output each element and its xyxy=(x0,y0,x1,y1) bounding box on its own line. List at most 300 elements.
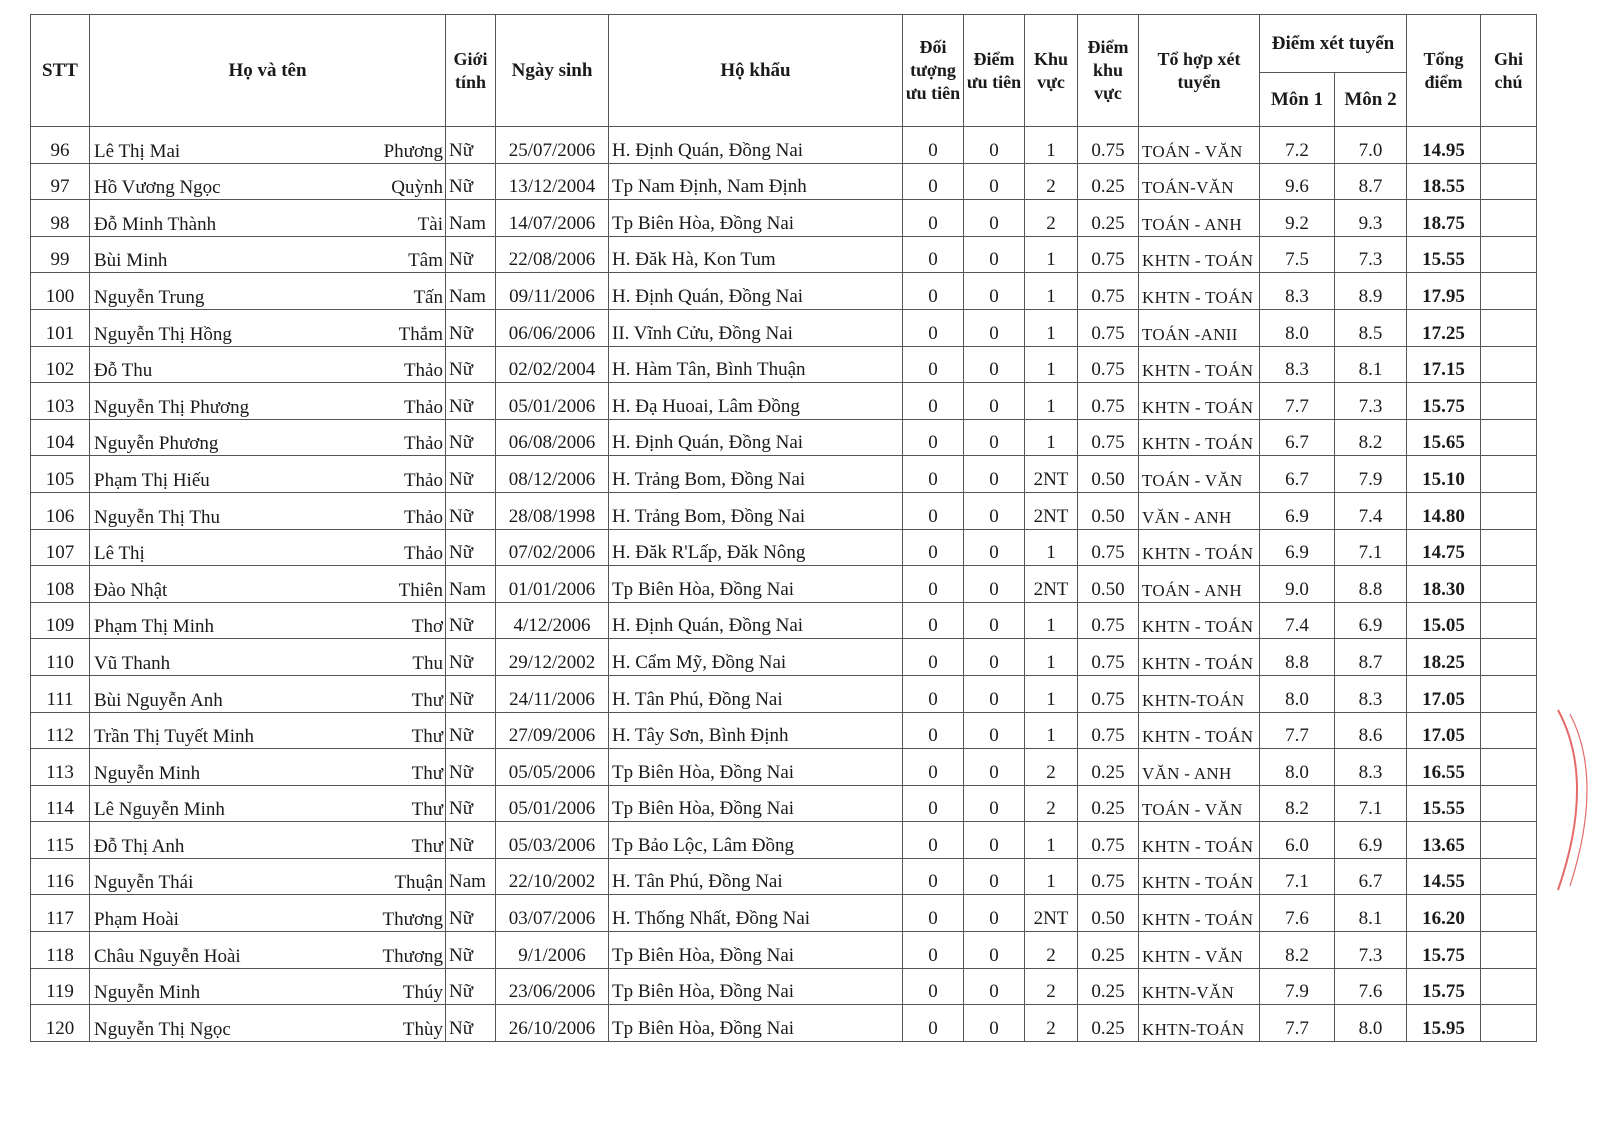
cell-total-score: 17.95 xyxy=(1407,273,1481,310)
header-birth-date: Ngày sinh xyxy=(496,15,609,127)
cell-priority-score: 0 xyxy=(964,529,1025,566)
cell-priority-group: 0 xyxy=(903,675,964,712)
cell-residence: H. Trảng Bom, Đồng Nai xyxy=(609,492,903,529)
cell-subject-1: 9.2 xyxy=(1260,200,1335,237)
first-middle-name: Lê Nguyễn Minh xyxy=(94,799,225,821)
header-subject-2: Môn 2 xyxy=(1335,73,1407,127)
cell-subject-1: 6.9 xyxy=(1260,529,1335,566)
cell-priority-group: 0 xyxy=(903,273,964,310)
cell-full-name xyxy=(90,749,446,786)
cell-subject-2: 7.6 xyxy=(1335,968,1407,1005)
first-middle-name: Hồ Vương Ngọc xyxy=(94,177,221,199)
first-middle-name: Nguyễn Minh xyxy=(94,982,201,1004)
cell-subject-2: 6.9 xyxy=(1335,822,1407,859)
cell-birth-date: 08/12/2006 xyxy=(496,456,609,493)
given-name: Thơ xyxy=(411,616,443,638)
cell-region: 2 xyxy=(1025,968,1078,1005)
header-region-score: Điểm khu vực xyxy=(1078,15,1139,127)
cell-full-name xyxy=(90,200,446,237)
cell-region-score: 0.75 xyxy=(1078,639,1139,676)
first-middle-name: Lê Thị Mai xyxy=(94,140,181,162)
cell-subject-combination: KHTN - TOÁN xyxy=(1139,346,1260,383)
cell-stt: 114 xyxy=(31,785,90,822)
cell-priority-score: 0 xyxy=(964,1005,1025,1042)
cell-residence: Tp Biên Hòa, Đồng Nai xyxy=(609,785,903,822)
table-row xyxy=(31,309,1537,346)
cell-residence: H. Định Quán, Đồng Nai xyxy=(609,602,903,639)
header-full-name: Họ và tên xyxy=(90,15,446,127)
cell-gender: Nữ xyxy=(446,309,496,346)
cell-priority-score: 0 xyxy=(964,639,1025,676)
cell-subject-1: 7.5 xyxy=(1260,236,1335,273)
cell-region-score: 0.50 xyxy=(1078,895,1139,932)
cell-total-score: 15.05 xyxy=(1407,602,1481,639)
cell-birth-date: 09/11/2006 xyxy=(496,273,609,310)
cell-birth-date: 28/08/1998 xyxy=(496,492,609,529)
cell-subject-2: 7.3 xyxy=(1335,383,1407,420)
cell-priority-group: 0 xyxy=(903,383,964,420)
cell-gender: Nam xyxy=(446,200,496,237)
cell-subject-1: 6.0 xyxy=(1260,822,1335,859)
cell-subject-combination: KHTN - TOÁN xyxy=(1139,822,1260,859)
cell-stt: 105 xyxy=(31,456,90,493)
cell-priority-group: 0 xyxy=(903,419,964,456)
admission-list-sheet xyxy=(30,14,1537,1042)
cell-total-score: 15.65 xyxy=(1407,419,1481,456)
cell-region-score: 0.25 xyxy=(1078,163,1139,200)
cell-region: 1 xyxy=(1025,639,1078,676)
cell-region-score: 0.25 xyxy=(1078,200,1139,237)
cell-subject-2: 7.0 xyxy=(1335,127,1407,164)
cell-gender: Nữ xyxy=(446,529,496,566)
table-row xyxy=(31,127,1537,164)
given-name: Thảo xyxy=(403,469,443,491)
cell-region-score: 0.25 xyxy=(1078,932,1139,969)
header-note: Ghi chú xyxy=(1481,15,1537,127)
cell-region-score: 0.75 xyxy=(1078,822,1139,859)
cell-subject-2: 8.3 xyxy=(1335,749,1407,786)
given-name: Thư xyxy=(411,799,443,821)
cell-gender: Nữ xyxy=(446,602,496,639)
first-middle-name: Lê Thị xyxy=(94,543,145,565)
table-body xyxy=(31,127,1537,1042)
cell-priority-group: 0 xyxy=(903,1005,964,1042)
cell-birth-date: 22/08/2006 xyxy=(496,236,609,273)
first-middle-name: Đỗ Minh Thành xyxy=(94,213,217,235)
cell-birth-date: 4/12/2006 xyxy=(496,602,609,639)
cell-full-name xyxy=(90,858,446,895)
cell-region: 1 xyxy=(1025,273,1078,310)
table-row xyxy=(31,566,1537,603)
cell-priority-group: 0 xyxy=(903,236,964,273)
cell-subject-1: 7.7 xyxy=(1260,383,1335,420)
cell-gender: Nữ xyxy=(446,346,496,383)
cell-region-score: 0.75 xyxy=(1078,383,1139,420)
cell-total-score: 14.75 xyxy=(1407,529,1481,566)
cell-note xyxy=(1481,127,1537,164)
table-row xyxy=(31,383,1537,420)
cell-birth-date: 06/08/2006 xyxy=(496,419,609,456)
official-seal-fragment xyxy=(1556,700,1600,900)
cell-region: 2 xyxy=(1025,932,1078,969)
header-gender: Giới tính xyxy=(446,15,496,127)
cell-priority-group: 0 xyxy=(903,785,964,822)
first-middle-name: Nguyễn Thị Hồng xyxy=(94,323,232,345)
table-row xyxy=(31,785,1537,822)
cell-birth-date: 03/07/2006 xyxy=(496,895,609,932)
cell-region: 1 xyxy=(1025,602,1078,639)
cell-priority-group: 0 xyxy=(903,712,964,749)
header-priority-score: Điểm ưu tiên xyxy=(964,15,1025,127)
cell-stt: 112 xyxy=(31,712,90,749)
table-row xyxy=(31,675,1537,712)
cell-note xyxy=(1481,895,1537,932)
first-middle-name: Nguyễn Thị Thu xyxy=(94,506,220,528)
first-middle-name: Phạm Thị Minh xyxy=(94,616,214,638)
cell-priority-score: 0 xyxy=(964,968,1025,1005)
cell-subject-2: 7.9 xyxy=(1335,456,1407,493)
cell-full-name xyxy=(90,236,446,273)
cell-full-name xyxy=(90,932,446,969)
cell-full-name xyxy=(90,1005,446,1042)
cell-stt: 98 xyxy=(31,200,90,237)
first-middle-name: Nguyễn Thị Phương xyxy=(94,396,250,418)
cell-subject-combination: KHTN-TOÁN xyxy=(1139,675,1260,712)
given-name: Thùy xyxy=(402,1018,443,1040)
cell-note xyxy=(1481,200,1537,237)
cell-region: 2NT xyxy=(1025,566,1078,603)
first-middle-name: Nguyễn Thái xyxy=(94,872,194,894)
cell-stt: 115 xyxy=(31,822,90,859)
cell-gender: Nữ xyxy=(446,163,496,200)
cell-birth-date: 02/02/2004 xyxy=(496,346,609,383)
cell-total-score: 17.15 xyxy=(1407,346,1481,383)
header-subject-1: Môn 1 xyxy=(1260,73,1335,127)
cell-birth-date: 26/10/2006 xyxy=(496,1005,609,1042)
cell-gender: Nữ xyxy=(446,895,496,932)
cell-region-score: 0.75 xyxy=(1078,602,1139,639)
cell-priority-group: 0 xyxy=(903,127,964,164)
cell-full-name xyxy=(90,602,446,639)
cell-birth-date: 27/09/2006 xyxy=(496,712,609,749)
cell-stt: 100 xyxy=(31,273,90,310)
table-row xyxy=(31,968,1537,1005)
cell-note xyxy=(1481,639,1537,676)
cell-region: 1 xyxy=(1025,529,1078,566)
cell-subject-1: 8.3 xyxy=(1260,273,1335,310)
table-row xyxy=(31,822,1537,859)
cell-priority-group: 0 xyxy=(903,932,964,969)
admission-table xyxy=(30,14,1537,1042)
cell-subject-2: 6.7 xyxy=(1335,858,1407,895)
cell-priority-score: 0 xyxy=(964,200,1025,237)
cell-subject-1: 6.9 xyxy=(1260,492,1335,529)
cell-region: 2 xyxy=(1025,785,1078,822)
table-row xyxy=(31,492,1537,529)
cell-residence: Tp Biên Hòa, Đồng Nai xyxy=(609,566,903,603)
cell-stt: 113 xyxy=(31,749,90,786)
table-row xyxy=(31,749,1537,786)
header-admission-score: Điểm xét tuyển xyxy=(1260,15,1407,73)
given-name: Thuận xyxy=(394,872,443,894)
cell-stt: 110 xyxy=(31,639,90,676)
given-name: Thư xyxy=(411,762,443,784)
cell-note xyxy=(1481,163,1537,200)
table-row xyxy=(31,273,1537,310)
cell-priority-score: 0 xyxy=(964,456,1025,493)
cell-subject-combination: KHTN-TOÁN xyxy=(1139,1005,1260,1042)
cell-subject-2: 8.2 xyxy=(1335,419,1407,456)
table-row xyxy=(31,602,1537,639)
table-row xyxy=(31,163,1537,200)
first-middle-name: Nguyễn Thị Ngọc xyxy=(94,1018,231,1040)
cell-region: 1 xyxy=(1025,858,1078,895)
cell-birth-date: 14/07/2006 xyxy=(496,200,609,237)
given-name: Thương xyxy=(382,909,443,931)
first-middle-name: Đỗ Thị Anh xyxy=(94,835,185,857)
cell-subject-combination: KHTN - TOÁN xyxy=(1139,858,1260,895)
table-row xyxy=(31,200,1537,237)
given-name: Thảo xyxy=(403,396,443,418)
cell-subject-combination: VĂN - ANH xyxy=(1139,492,1260,529)
cell-note xyxy=(1481,529,1537,566)
given-name: Thảo xyxy=(403,433,443,455)
cell-birth-date: 13/12/2004 xyxy=(496,163,609,200)
cell-region: 2NT xyxy=(1025,492,1078,529)
cell-subject-1: 9.6 xyxy=(1260,163,1335,200)
cell-gender: Nữ xyxy=(446,419,496,456)
cell-total-score: 17.05 xyxy=(1407,712,1481,749)
cell-region: 1 xyxy=(1025,309,1078,346)
cell-residence: H. Hàm Tân, Bình Thuận xyxy=(609,346,903,383)
header-region: Khu vực xyxy=(1025,15,1078,127)
cell-birth-date: 22/10/2002 xyxy=(496,858,609,895)
given-name: Thúy xyxy=(402,982,443,1004)
cell-subject-1: 6.7 xyxy=(1260,419,1335,456)
cell-residence: II. Vĩnh Cửu, Đồng Nai xyxy=(609,309,903,346)
cell-full-name xyxy=(90,127,446,164)
cell-full-name xyxy=(90,273,446,310)
cell-stt: 102 xyxy=(31,346,90,383)
cell-subject-combination: KHTN - VĂN xyxy=(1139,932,1260,969)
cell-region-score: 0.25 xyxy=(1078,1005,1139,1042)
cell-note xyxy=(1481,602,1537,639)
given-name: Tâm xyxy=(408,250,443,272)
cell-region: 2 xyxy=(1025,163,1078,200)
given-name: Phương xyxy=(383,140,443,162)
table-row xyxy=(31,1005,1537,1042)
cell-gender: Nam xyxy=(446,858,496,895)
cell-gender: Nam xyxy=(446,273,496,310)
cell-birth-date: 05/05/2006 xyxy=(496,749,609,786)
cell-birth-date: 25/07/2006 xyxy=(496,127,609,164)
cell-residence: Tp Biên Hòa, Đồng Nai xyxy=(609,749,903,786)
cell-subject-1: 7.9 xyxy=(1260,968,1335,1005)
cell-priority-group: 0 xyxy=(903,858,964,895)
cell-region: 1 xyxy=(1025,127,1078,164)
cell-residence: Tp Biên Hòa, Đồng Nai xyxy=(609,200,903,237)
cell-subject-combination: TOÁN - ANH xyxy=(1139,566,1260,603)
cell-total-score: 17.05 xyxy=(1407,675,1481,712)
table-row xyxy=(31,932,1537,969)
cell-note xyxy=(1481,932,1537,969)
cell-note xyxy=(1481,858,1537,895)
cell-stt: 99 xyxy=(31,236,90,273)
cell-priority-group: 0 xyxy=(903,895,964,932)
cell-total-score: 18.30 xyxy=(1407,566,1481,603)
cell-subject-combination: KHTN - TOÁN xyxy=(1139,273,1260,310)
cell-subject-combination: KHTN - TOÁN xyxy=(1139,895,1260,932)
cell-region-score: 0.75 xyxy=(1078,712,1139,749)
table-header xyxy=(31,15,1537,127)
cell-subject-combination: KHTN - TOÁN xyxy=(1139,529,1260,566)
given-name: Thắm xyxy=(398,323,443,345)
cell-total-score: 15.75 xyxy=(1407,968,1481,1005)
cell-full-name xyxy=(90,383,446,420)
cell-gender: Nữ xyxy=(446,236,496,273)
cell-priority-score: 0 xyxy=(964,566,1025,603)
cell-priority-score: 0 xyxy=(964,346,1025,383)
cell-subject-combination: TOÁN -ANII xyxy=(1139,309,1260,346)
first-middle-name: Đỗ Thu xyxy=(94,360,153,382)
cell-stt: 108 xyxy=(31,566,90,603)
first-middle-name: Phạm Thị Hiếu xyxy=(94,469,210,491)
cell-birth-date: 05/03/2006 xyxy=(496,822,609,859)
cell-total-score: 18.75 xyxy=(1407,200,1481,237)
cell-priority-score: 0 xyxy=(964,127,1025,164)
cell-subject-2: 7.1 xyxy=(1335,529,1407,566)
cell-region-score: 0.75 xyxy=(1078,419,1139,456)
cell-region: 1 xyxy=(1025,822,1078,859)
cell-region-score: 0.75 xyxy=(1078,236,1139,273)
first-middle-name: Phạm Hoài xyxy=(94,909,179,931)
cell-priority-group: 0 xyxy=(903,566,964,603)
cell-priority-score: 0 xyxy=(964,383,1025,420)
cell-gender: Nữ xyxy=(446,456,496,493)
table-row xyxy=(31,712,1537,749)
cell-residence: H. Định Quán, Đồng Nai xyxy=(609,273,903,310)
header-priority-group: Đối tượng ưu tiên xyxy=(903,15,964,127)
cell-subject-1: 7.7 xyxy=(1260,712,1335,749)
cell-region: 2 xyxy=(1025,200,1078,237)
cell-region-score: 0.75 xyxy=(1078,273,1139,310)
cell-region: 1 xyxy=(1025,712,1078,749)
cell-full-name xyxy=(90,346,446,383)
cell-residence: Tp Biên Hòa, Đồng Nai xyxy=(609,932,903,969)
cell-note xyxy=(1481,492,1537,529)
cell-full-name xyxy=(90,309,446,346)
cell-full-name xyxy=(90,456,446,493)
cell-subject-1: 7.4 xyxy=(1260,602,1335,639)
cell-subject-combination: TOÁN - VĂN xyxy=(1139,785,1260,822)
header-subject-combination: Tổ hợp xét tuyển xyxy=(1139,15,1260,127)
cell-gender: Nữ xyxy=(446,749,496,786)
cell-priority-score: 0 xyxy=(964,712,1025,749)
cell-total-score: 18.25 xyxy=(1407,639,1481,676)
table-row xyxy=(31,529,1537,566)
cell-subject-combination: KHTN - TOÁN xyxy=(1139,419,1260,456)
cell-subject-1: 9.0 xyxy=(1260,566,1335,603)
cell-note xyxy=(1481,712,1537,749)
cell-full-name xyxy=(90,675,446,712)
cell-total-score: 13.65 xyxy=(1407,822,1481,859)
given-name: Thảo xyxy=(403,543,443,565)
cell-total-score: 18.55 xyxy=(1407,163,1481,200)
cell-residence: Tp Biên Hòa, Đồng Nai xyxy=(609,968,903,1005)
given-name: Thiên xyxy=(398,579,443,601)
given-name: Thư xyxy=(411,726,443,748)
first-middle-name: Nguyễn Minh xyxy=(94,762,201,784)
first-middle-name: Bùi Minh xyxy=(94,250,168,272)
first-middle-name: Nguyễn Phương xyxy=(94,433,219,455)
cell-priority-score: 0 xyxy=(964,163,1025,200)
cell-priority-group: 0 xyxy=(903,163,964,200)
cell-region: 1 xyxy=(1025,236,1078,273)
cell-priority-group: 0 xyxy=(903,456,964,493)
cell-full-name xyxy=(90,895,446,932)
cell-priority-group: 0 xyxy=(903,968,964,1005)
cell-subject-1: 8.0 xyxy=(1260,675,1335,712)
cell-subject-2: 7.4 xyxy=(1335,492,1407,529)
cell-total-score: 15.10 xyxy=(1407,456,1481,493)
cell-note xyxy=(1481,346,1537,383)
given-name: Thư xyxy=(411,689,443,711)
cell-subject-2: 8.3 xyxy=(1335,675,1407,712)
cell-note xyxy=(1481,273,1537,310)
cell-priority-group: 0 xyxy=(903,529,964,566)
cell-subject-combination: KHTN - TOÁN xyxy=(1139,383,1260,420)
cell-priority-score: 0 xyxy=(964,675,1025,712)
cell-priority-score: 0 xyxy=(964,273,1025,310)
cell-subject-1: 8.3 xyxy=(1260,346,1335,383)
cell-region-score: 0.75 xyxy=(1078,309,1139,346)
cell-birth-date: 06/06/2006 xyxy=(496,309,609,346)
cell-residence: H. Cẩm Mỹ, Đồng Nai xyxy=(609,639,903,676)
first-middle-name: Trần Thị Tuyết Minh xyxy=(94,726,254,748)
cell-full-name xyxy=(90,968,446,1005)
cell-subject-combination: KHTN - TOÁN xyxy=(1139,639,1260,676)
cell-region-score: 0.50 xyxy=(1078,492,1139,529)
cell-priority-group: 0 xyxy=(903,602,964,639)
cell-subject-2: 8.7 xyxy=(1335,163,1407,200)
cell-subject-combination: TOÁN - VĂN xyxy=(1139,456,1260,493)
cell-note xyxy=(1481,456,1537,493)
cell-full-name xyxy=(90,566,446,603)
cell-note xyxy=(1481,822,1537,859)
first-middle-name: Vũ Thanh xyxy=(94,652,171,674)
cell-subject-combination: TOÁN - VĂN xyxy=(1139,127,1260,164)
cell-region: 2NT xyxy=(1025,456,1078,493)
given-name: Thư xyxy=(411,835,443,857)
given-name: Thu xyxy=(412,652,443,674)
cell-total-score: 15.75 xyxy=(1407,932,1481,969)
cell-birth-date: 24/11/2006 xyxy=(496,675,609,712)
cell-note xyxy=(1481,785,1537,822)
cell-stt: 106 xyxy=(31,492,90,529)
cell-gender: Nữ xyxy=(446,785,496,822)
table-row xyxy=(31,639,1537,676)
cell-residence: H. Trảng Bom, Đồng Nai xyxy=(609,456,903,493)
cell-full-name xyxy=(90,163,446,200)
cell-subject-combination: TOÁN - ANH xyxy=(1139,200,1260,237)
given-name: Tấn xyxy=(413,286,443,308)
cell-region-score: 0.50 xyxy=(1078,456,1139,493)
cell-region-score: 0.25 xyxy=(1078,749,1139,786)
cell-subject-2: 8.9 xyxy=(1335,273,1407,310)
cell-total-score: 15.95 xyxy=(1407,1005,1481,1042)
cell-priority-score: 0 xyxy=(964,785,1025,822)
cell-stt: 109 xyxy=(31,602,90,639)
